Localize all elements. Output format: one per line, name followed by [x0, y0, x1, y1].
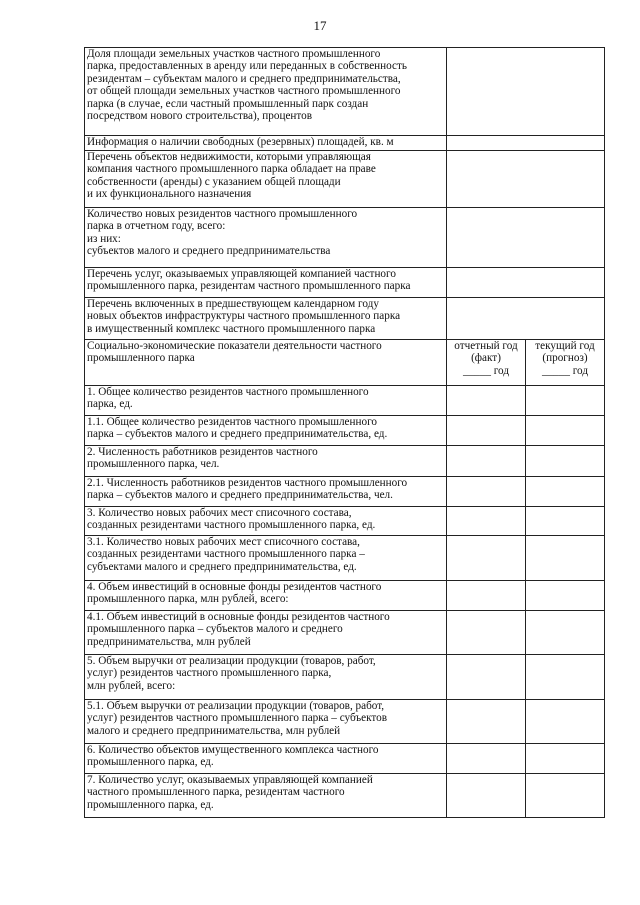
- current-year-cell: [526, 477, 605, 507]
- indicator-row: [85, 744, 605, 774]
- indicator-label: 1.1. Общее количество резидентов частного промышленного парка – субъектов малого и среднего предпринимательства, ед.: [85, 416, 447, 446]
- indicator-row: [85, 655, 605, 700]
- current-year-cell: [526, 536, 605, 581]
- info-row: [85, 48, 605, 136]
- info-row: [85, 298, 605, 340]
- indicator-label: 7. Количество услуг, оказываемых управляющей компанией частного промышленного парка, резидентам частного промышленного парка, ед.: [85, 774, 447, 818]
- row-label: Количество новых резидентов частного промышленного парка в отчетном году, всего: из них: субъектов малого и среднего предпринимательства: [85, 208, 447, 268]
- current-year-cell: [526, 446, 605, 477]
- reporting-year-cell: [447, 655, 526, 700]
- current-year-cell: [526, 774, 605, 818]
- indicator-label: 5. Объем выручки от реализации продукции (товаров, работ, услуг) резидентов частного промышленного парка, млн рублей, всего:: [85, 655, 447, 700]
- current-year-cell: [526, 416, 605, 446]
- value-cell: [447, 268, 605, 298]
- indicator-row: [85, 581, 605, 611]
- current-year-cell: [526, 581, 605, 611]
- reporting-year-cell: [447, 581, 526, 611]
- current-year-cell: [526, 507, 605, 536]
- indicator-row: [85, 477, 605, 507]
- current-year-cell: [526, 386, 605, 416]
- info-row: [85, 268, 605, 298]
- reporting-year-cell: [447, 477, 526, 507]
- reporting-year-cell: [447, 774, 526, 818]
- indicator-row: [85, 507, 605, 536]
- row-label: Перечень услуг, оказываемых управляющей компанией частного промышленного парка, резидентам частного промышленного парка: [85, 268, 447, 298]
- value-cell: [447, 208, 605, 268]
- indicator-label: 2.1. Численность работников резидентов частного промышленного парка – субъектов малого и среднего предпринимательства, чел.: [85, 477, 447, 507]
- current-year-cell: [526, 744, 605, 774]
- indicator-row: [85, 611, 605, 655]
- reporting-year-cell: [447, 386, 526, 416]
- indicator-label: 6. Количество объектов имущественного комплекса частного промышленного парка, ед.: [85, 744, 447, 774]
- value-cell: [447, 136, 605, 151]
- reporting-year-cell: [447, 536, 526, 581]
- row-label: Доля площади земельных участков частного промышленного парка, предоставленных в аренду или переданных в собственность резидентам – субъектам малого и среднего предпринимательства, от общей площади земельных участков частного промышленного парка (в случае, если частный промышленный парк создан посредством нового строительства), процентов: [85, 48, 447, 136]
- indicator-label: 4.1. Объем инвестиций в основные фонды резидентов частного промышленного парка – субъектов малого и среднего предпринимательства, млн рублей: [85, 611, 447, 655]
- row-label: Информация о наличии свободных (резервных) площадей, кв. м: [85, 136, 447, 151]
- indicator-label: 4. Объем инвестиций в основные фонды резидентов частного промышленного парка, млн рублей, всего:: [85, 581, 447, 611]
- page-number: 17: [313, 18, 327, 33]
- indicator-row: [85, 700, 605, 744]
- info-row: [85, 136, 605, 151]
- row-label: Перечень включенных в предшествующем календарном году новых объектов инфраструктуры частного промышленного парка в имущественный комплекс частного промышленного парка: [85, 298, 447, 340]
- indicator-label: 1. Общее количество резидентов частного промышленного парка, ед.: [85, 386, 447, 416]
- current-year-cell: [526, 611, 605, 655]
- indicators-header-row: [85, 340, 605, 386]
- column-header-reporting-year: отчетный год (факт) _____ год: [447, 340, 526, 386]
- current-year-cell: [526, 655, 605, 700]
- indicator-label: 5.1. Объем выручки от реализации продукции (товаров, работ, услуг) резидентов частного промышленного парка – субъектов малого и среднего предпринимательства, млн рублей: [85, 700, 447, 744]
- indicator-label: 3. Количество новых рабочих мест списочного состава, созданных резидентами частного промышленного парка, ед.: [85, 507, 447, 536]
- info-row: [85, 151, 605, 208]
- indicator-row: [85, 386, 605, 416]
- value-cell: [447, 48, 605, 136]
- indicators-header-label: Социально-экономические показатели деятельности частного промышленного парка: [85, 340, 447, 386]
- value-cell: [447, 151, 605, 208]
- column-header-current-year: текущий год (прогноз) _____ год: [526, 340, 605, 386]
- reporting-year-cell: [447, 611, 526, 655]
- indicator-row: [85, 536, 605, 581]
- indicator-row: [85, 416, 605, 446]
- value-cell: [447, 298, 605, 340]
- indicator-row: [85, 446, 605, 477]
- reporting-year-cell: [447, 700, 526, 744]
- row-label: Перечень объектов недвижимости, которыми управляющая компания частного промышленного парка обладает на праве собственности (аренды) с указанием общей площади и их функционального назначения: [85, 151, 447, 208]
- report-table: [84, 47, 605, 818]
- indicator-row: [85, 774, 605, 818]
- indicator-label: 3.1. Количество новых рабочих мест списочного состава, созданных резидентами частного промышленного парка – субъектами малого и среднего предпринимательства, ед.: [85, 536, 447, 581]
- reporting-year-cell: [447, 446, 526, 477]
- reporting-year-cell: [447, 744, 526, 774]
- current-year-cell: [526, 700, 605, 744]
- indicator-label: 2. Численность работников резидентов частного промышленного парка, чел.: [85, 446, 447, 477]
- info-row: [85, 208, 605, 268]
- reporting-year-cell: [447, 507, 526, 536]
- reporting-year-cell: [447, 416, 526, 446]
